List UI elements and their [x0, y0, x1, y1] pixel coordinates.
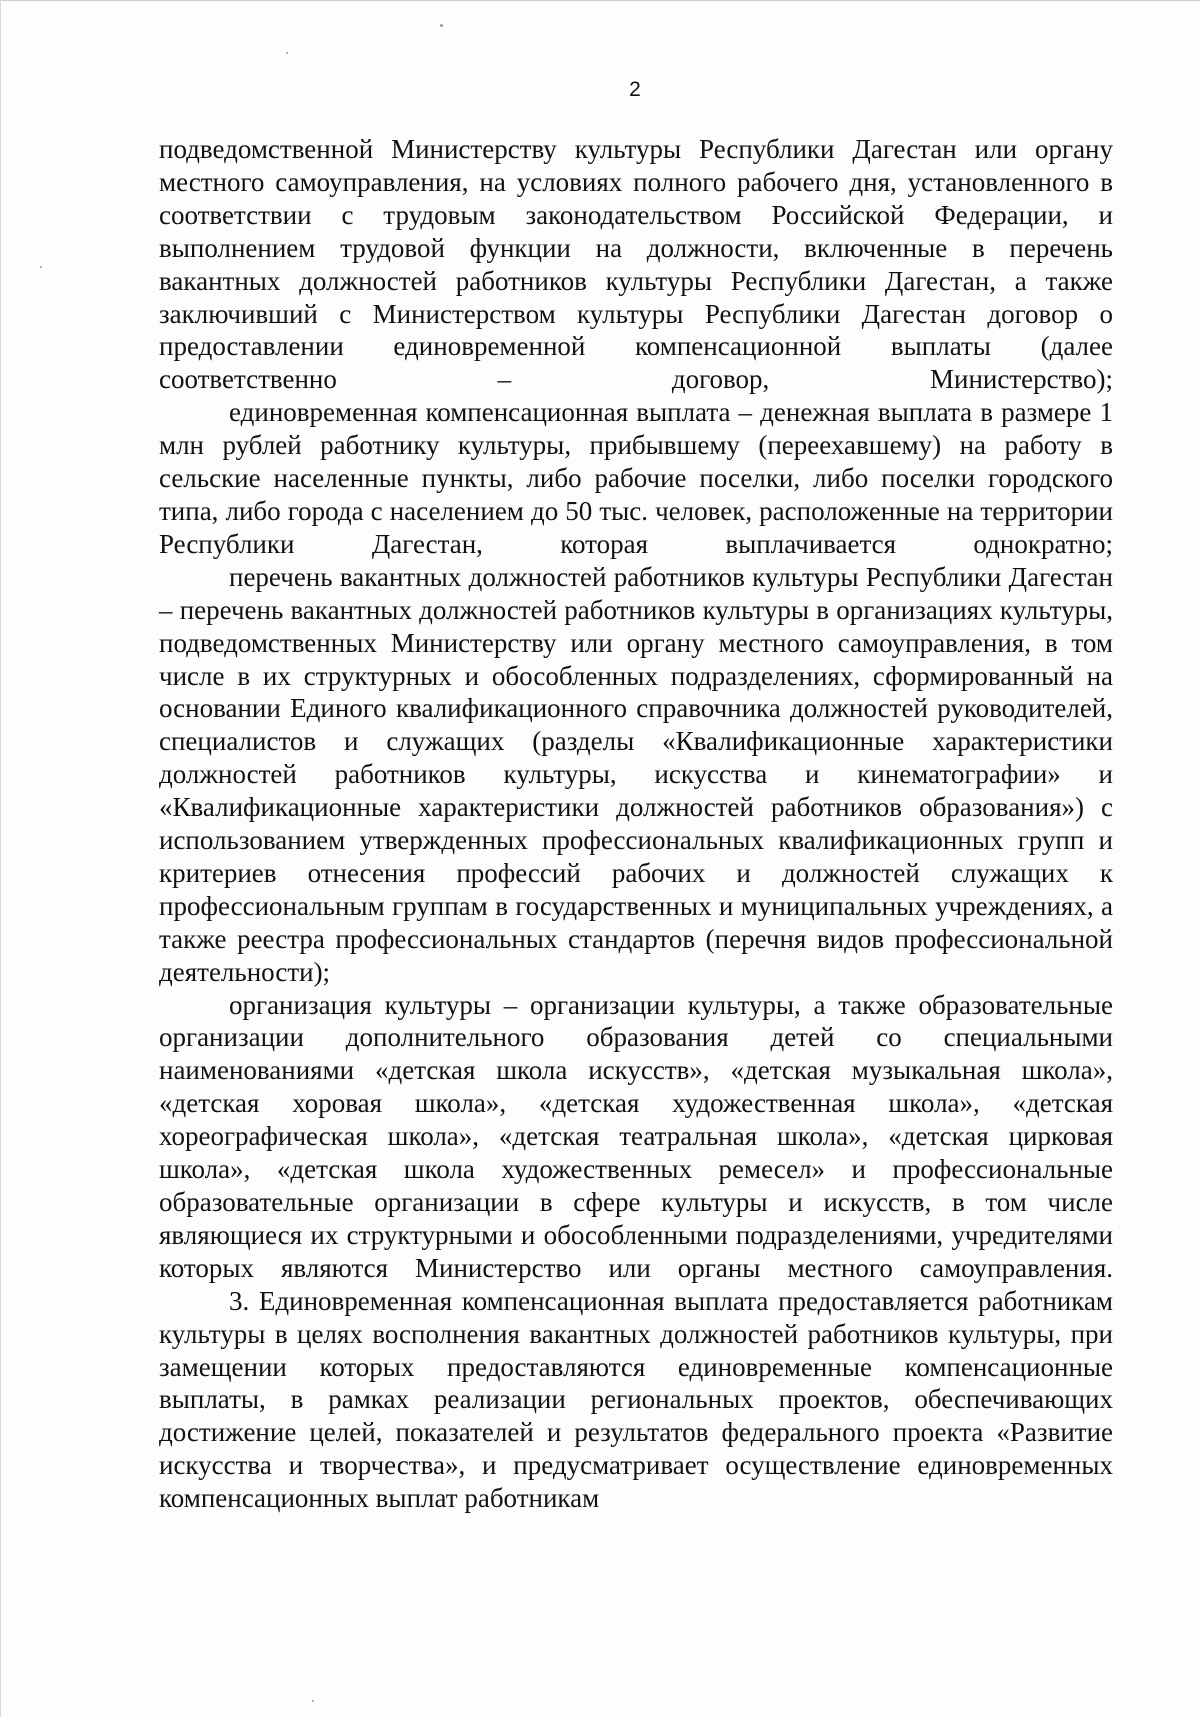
text-line: осуществление единовременных компенсационных выплат работникам	[159, 1450, 1113, 1514]
text-line: организация культуры – организации культуры, а также	[229, 989, 906, 1020]
text-line: (далее соответственно – договор, Министерство);	[159, 331, 1113, 395]
text-line: единовременная компенсационная выплата – денежная выплата в	[229, 397, 993, 428]
text-line: профессий рабочих и должностей служащих к профессиональным группам	[159, 857, 1113, 921]
text-line: а также заключивший с Министерством культуры Республики Дагестан	[159, 265, 1114, 329]
text-line: местного самоуправления.	[787, 1252, 1114, 1283]
scan-speck	[40, 266, 42, 268]
text-line: договор о предоставлении единовременной компенсационной выплаты	[159, 298, 1114, 362]
text-line: образовательные организации дополнительного образования детей со	[159, 989, 1113, 1053]
text-line: и искусств, в том числе являющиеся их структурными и обособленными	[159, 1187, 1114, 1250]
text-line: обеспечивающих достижение целей, показателей и результатов федерального	[159, 1384, 1114, 1448]
text-line: Федерации, и выполнением трудовой функции на должности, включенные в	[159, 199, 1113, 263]
text-line: школа», «детская хореографическая школа», «детская театральная школа»,	[159, 1088, 1114, 1152]
scan-top-edge	[0, 0, 1200, 4]
text-line: профессиональные образовательные организации в сфере культуры	[159, 1154, 1114, 1217]
text-line: на территории Республики Дагестан, которая выплачивается однократно;	[159, 495, 1113, 559]
document-body	[159, 133, 1113, 1515]
paragraph-section-3	[159, 1285, 1113, 1515]
text-line: профессиональных стандартов (перечня видов профессиональной	[335, 923, 1114, 954]
text-line: музыкальная школа», «детская хоровая школа», «детская художественная	[159, 1055, 1113, 1119]
text-line: размере 1 млн рублей работнику культуры, прибывшему (переехавшему) на	[159, 397, 1113, 461]
text-line: искусства и кинематографии» и «Квалификационные характеристики	[159, 759, 1114, 823]
text-line: профессиональных квалификационных групп и критериев отнесения	[159, 825, 1113, 888]
text-line: работу в сельские населенные пункты, либо рабочие поселки, либо поселки	[159, 430, 1114, 494]
text-line: справочника должностей руководителей, специалистов и служащих (разделы	[159, 693, 1113, 757]
page-number: 2	[629, 78, 641, 101]
text-line: «Квалификационные характеристики должностей работников культуры,	[159, 726, 1114, 790]
text-line: 3. Единовременная компенсационная выплата предоставляется	[229, 1285, 969, 1316]
text-line: перечень вакантных должностей работников культуры Республики Дагестан,	[159, 232, 1113, 296]
scan-speck	[286, 52, 288, 54]
text-line: Дагестан – перечень вакантных должностей работников культуры в	[159, 561, 1113, 625]
text-line: в государственных и муниципальных учреждениях, а также реестра	[159, 890, 1114, 954]
text-line: подведомственной Министерству культуры Республики Дагестан или	[159, 134, 1018, 164]
text-line: компенсационные выплаты, в рамках реализации региональных проектов,	[159, 1351, 1114, 1415]
text-line: организациях культуры, подведомственных Министерству или органу	[159, 594, 1114, 658]
paragraph-organization-definition	[159, 989, 1113, 1285]
text-line: установленного в соответствии с трудовым законодательством Российской	[159, 166, 1113, 230]
scan-speck	[312, 1700, 314, 1702]
scan-left-edge	[0, 0, 7, 1717]
text-line: проекта «Развитие искусства и творчества», и предусматривает	[159, 1417, 1113, 1481]
text-line: органу местного самоуправления, на условиях полного рабочего дня,	[159, 134, 1114, 197]
paragraph-continuation	[159, 133, 1113, 396]
text-line: «детская цирковая школа», «детская школа художественных ремесел» и	[159, 1121, 1114, 1185]
text-line: местного самоуправления, в том числе в их структурных и обособленных	[159, 627, 1113, 691]
text-line: должностей работников образования») с использованием утвержденных	[159, 792, 1114, 856]
text-line: городского типа, либо города с населением до 50 тыс. человек, расположенные	[159, 463, 1113, 526]
text-line: перечень вакантных должностей работников культуры Республики	[229, 561, 1002, 592]
text-line: подразделениях, сформированный на основании Единого квалификационного	[159, 660, 1114, 724]
paragraph-vacancy-list-definition	[159, 561, 1113, 989]
text-line: специальными наименованиями «детская школа искусств», «детская	[159, 1022, 1114, 1086]
text-line: культуры, при замещении которых предоставляются единовременные	[159, 1318, 1113, 1382]
scan-speck	[440, 24, 443, 27]
text-line: деятельности);	[159, 956, 331, 987]
paragraph-compensation-definition	[159, 396, 1113, 561]
text-line: подразделениями, учредителями которых являются Министерство или органы	[159, 1219, 1113, 1283]
text-line: работникам культуры в целях восполнения вакантных должностей работников	[159, 1285, 1114, 1349]
